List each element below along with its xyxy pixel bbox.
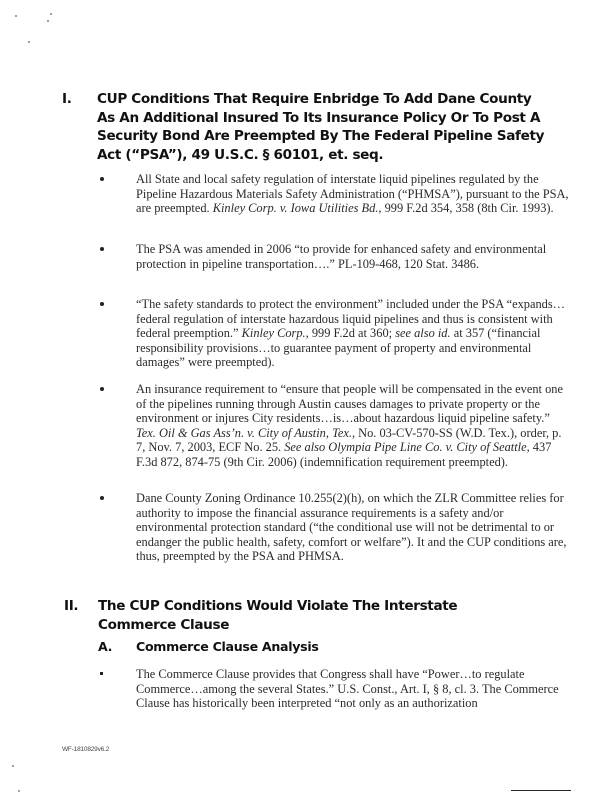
bullet-icon: [100, 247, 104, 251]
bullet-text: “The safety standards to protect the environment” included under the PSA “expands…federal regulation of interstate hazardous liquid pipelines and thus is consistent with federal preemption.” Kinley Corp., 999 F.2d at 360; see also id. at 357 (“financial responsibility provisions…to guarantee payment of property and environmental damages” were preempted).: [136, 297, 566, 370]
bullet-text: Dane County Zoning Ordinance 10.255(2)(h), on which the ZLR Committee relies for authority to impose the financial assurance requirements is a safety and/or environmental protection standard (“the conditional use will not be detrimental to or endanger the public health, safety, comfort or welfare”). It and the CUP conditions are, thus, preempted by the PSA and PHMSA.: [136, 491, 567, 564]
list-item: [100, 242, 570, 271]
bullet-icon: [100, 302, 104, 306]
case-citation: Tex. Oil & Gas Ass’n. v. City of Austin, Tex.: [136, 425, 352, 440]
section-title: CUP Conditions That Require Enbridge To Add Dane County As An Additional Insured To Its Insurance Policy Or To Post A Security Bond Are Preempted By The Federal Pipeline Safety Act (“PSA”), 49 U.S.C. § 60101, et. seq.: [97, 91, 545, 163]
subsection-heading: [98, 639, 498, 655]
document-id: WF-1810829v6.2: [62, 746, 110, 753]
section-heading-1: [62, 90, 572, 164]
list-item: [100, 297, 570, 370]
scan-artifact: [18, 790, 20, 792]
bullet-icon: [100, 177, 104, 181]
bullet-icon: [100, 672, 103, 675]
section-title: The CUP Conditions Would Violate The Interstate Commerce Clause: [98, 598, 458, 633]
list-item: [100, 491, 570, 564]
subsection-letter: A.: [98, 639, 113, 654]
case-citation: See also Olympia Pipe Line Co. v. City of Seattle: [284, 440, 527, 455]
case-citation: Kinley Corp. v. Iowa Utilities Bd.: [212, 201, 379, 216]
section-number: I.: [62, 91, 72, 107]
case-citation: see also id.: [395, 326, 451, 341]
scan-artifact: [50, 13, 52, 15]
scan-artifact: [28, 41, 30, 43]
list-item: [100, 172, 570, 216]
bullet-text: The PSA was amended in 2006 “to provide for enhanced safety and environmental protection in pipeline transportation….” PL-109-468, 120 Stat. 3486.: [136, 242, 547, 271]
list-item: [100, 667, 570, 711]
subsection-title: Commerce Clause Analysis: [136, 639, 319, 654]
scan-artifact: [12, 765, 14, 767]
bullet-text: The Commerce Clause provides that Congress shall have “Power…to regulate Commerce…among the several States.” U.S. Const., Art. I, § 8, cl. 3. The Commerce Clause has historically been interpreted “not only as an authorization: [136, 667, 559, 711]
bullet-text: An insurance requirement to “ensure that people will be compensated in the event one of the pipelines running through Austin causes damages to private property or the environment or injures City residents…is…about hazardous liquid pipeline safety.” Tex. Oil & Gas Ass’n. v. City of Austin, Tex., No. 03-CV-570-SS (W.D. Tex.), order, p. 7, Nov. 7, 2003, ECF No. 25. See also Olympia Pipe Line Co. v. City of Seattle, 437 F.3d 872, 874-75 (9th Cir. 2006) (indemnification requirement preempted).: [136, 382, 563, 469]
footer-rule: [511, 790, 571, 791]
case-citation: Kinley Corp.: [241, 326, 306, 341]
bullet-icon: [100, 387, 104, 391]
section-number: II.: [64, 598, 79, 614]
section-heading-2: [64, 597, 564, 634]
scan-artifact: [47, 20, 49, 22]
scan-artifact: [15, 15, 17, 17]
bullet-icon: [100, 496, 104, 500]
list-item: [100, 382, 570, 470]
bullet-text: All State and local safety regulation of interstate liquid pipelines regulated by the Pipeline Hazardous Materials Safety Administration (“PHMSA”), pursuant to the PSA, are preempted. Kinley Corp. v. Iowa Utilities Bd., 999 F.2d 354, 358 (8th Cir. 1993).: [136, 172, 569, 216]
